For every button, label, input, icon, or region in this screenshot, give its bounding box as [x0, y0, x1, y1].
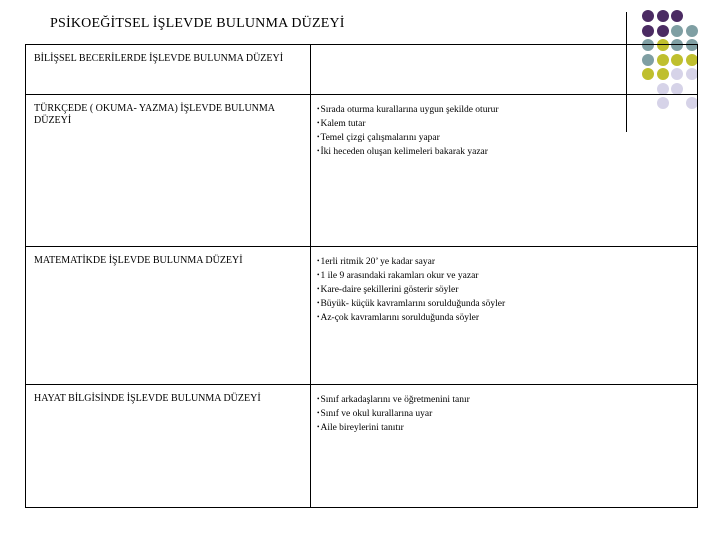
- row-label-cell: [26, 95, 311, 247]
- decorative-dot: [671, 25, 683, 37]
- list-item: • 1erli ritmik 20’ ye kadar sayar: [317, 255, 693, 269]
- decorative-dot: [686, 25, 698, 37]
- row-content-cell: [311, 385, 698, 508]
- row-label: HAYAT BİLGİSİNDE İŞLEVDE BULUNMA DÜZEYİ: [34, 393, 261, 404]
- bullet-list: [317, 255, 693, 325]
- list-item: • Sınıf arkadaşlarını ve öğretmenini tanır: [317, 393, 693, 407]
- list-item: • Büyük- küçük kavramlarını sorulduğunda söyler: [317, 297, 693, 311]
- row-label: TÜRKÇEDE ( OKUMA- YAZMA) İŞLEVDE BULUNMA DÜZEYİ: [34, 103, 275, 126]
- list-item: • Sınıf ve okul kurallarına uyar: [317, 407, 693, 421]
- row-label: BİLİŞSEL BECERİLERDE İŞLEVDE BULUNMA DÜZEYİ: [34, 53, 284, 64]
- list-item: • İki heceden oluşan kelimeleri bakarak yazar: [317, 145, 693, 159]
- table-row: [26, 247, 698, 385]
- list-item: • Az-çok kavramlarını sorulduğunda söyler: [317, 311, 693, 325]
- decorative-dot: [642, 10, 654, 22]
- table-row: [26, 45, 698, 95]
- page-title: PSİKOEĞİTSEL İŞLEVDE BULUNMA DÜZEYİ: [50, 16, 345, 31]
- row-label-cell: [26, 385, 311, 508]
- list-item: • Aile bireylerini tanıtır: [317, 421, 693, 435]
- decorative-dot: [671, 10, 683, 22]
- table-row: [26, 95, 698, 247]
- list-item: • Kalem tutar: [317, 117, 693, 131]
- row-content-cell: [311, 45, 698, 95]
- list-item: • Temel çizgi çalışmalarını yapar: [317, 131, 693, 145]
- table-row: [26, 385, 698, 508]
- decorative-dot: [642, 25, 654, 37]
- list-item: • Kare-daire şekillerini gösterir söyler: [317, 283, 693, 297]
- row-label-cell: [26, 247, 311, 385]
- bullet-list: [317, 393, 693, 435]
- decorative-dot: [657, 10, 669, 22]
- assessment-table: [25, 44, 698, 508]
- row-label: MATEMATİKDE İŞLEVDE BULUNMA DÜZEYİ: [34, 255, 243, 266]
- row-content-cell: [311, 247, 698, 385]
- list-item: • 1 ile 9 arasındaki rakamları okur ve yazar: [317, 269, 693, 283]
- bullet-list: [317, 103, 693, 159]
- row-content-cell: [311, 95, 698, 247]
- row-label-cell: [26, 45, 311, 95]
- list-item: • Sırada oturma kurallarına uygun şekilde oturur: [317, 103, 693, 117]
- decorative-dot: [657, 25, 669, 37]
